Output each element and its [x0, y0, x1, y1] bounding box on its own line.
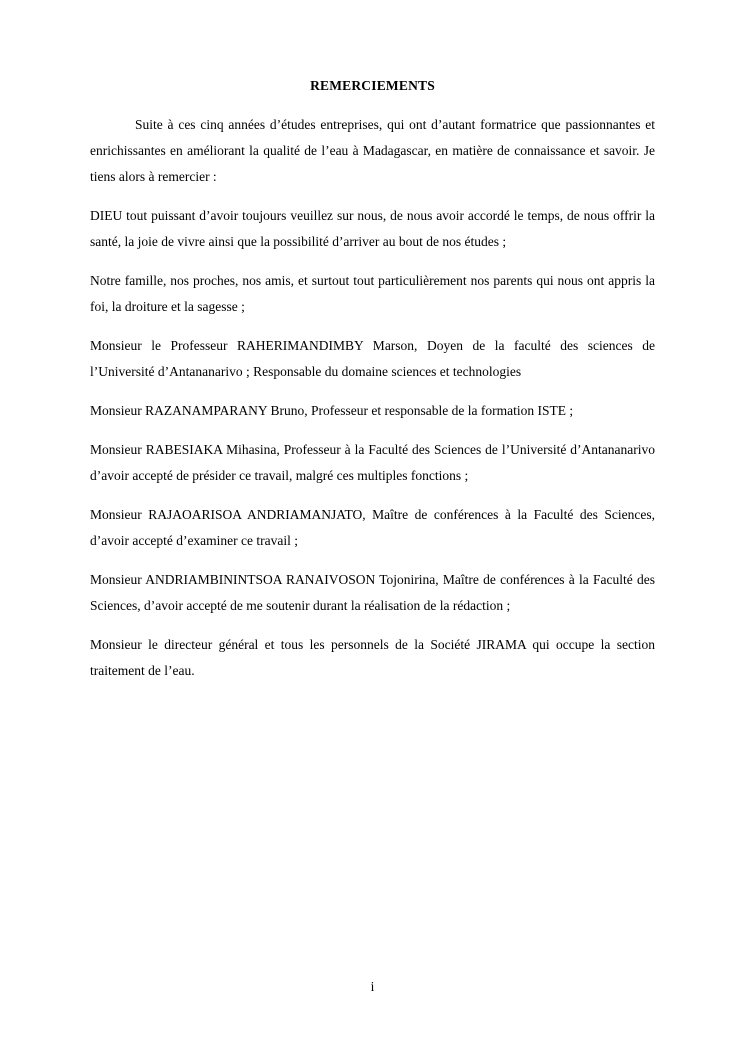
paragraph: DIEU tout puissant d’avoir toujours veuillez sur nous, de nous avoir accordé le temps, de nous offrir la santé, la joie de vivre ainsi que la possibilité d’arriver au bout de nos études ;	[90, 208, 655, 249]
paragraph: Monsieur ANDRIAMBININTSOA RANAIVOSON Tojonirina, Maître de conférences à la Faculté des Sciences, d’avoir accepté de me soutenir durant la réalisation de la rédaction ;	[90, 572, 655, 613]
paragraph: Suite à ces cinq années d’études entreprises, qui ont d’autant formatrice que passionnantes et enrichissantes en améliorant la qualité de l’eau à Madagascar, en matière de connaissance et savoir. Je tiens alors à remercier :	[90, 117, 655, 184]
paragraph: Monsieur RAZANAMPARANY Bruno, Professeur et responsable de la formation ISTE ;	[90, 403, 574, 418]
page-title: REMERCIEMENTS	[310, 78, 435, 93]
page-number: i	[370, 979, 375, 994]
paragraph: Monsieur le directeur général et tous les personnels de la Société JIRAMA qui occupe la section traitement de l’eau.	[90, 637, 655, 678]
document-body	[90, 112, 655, 684]
paragraph: Monsieur le Professeur RAHERIMANDIMBY Marson, Doyen de la faculté des sciences de l’Université d’Antananarivo ; Responsable du domaine sciences et technologies	[90, 338, 655, 379]
paragraph: Monsieur RAJAOARISOA ANDRIAMANJATO, Maître de conférences à la Faculté des Sciences, d’avoir accepté d’examiner ce travail ;	[90, 507, 655, 548]
paragraph: Monsieur RABESIAKA Mihasina, Professeur à la Faculté des Sciences de l’Université d’Antananarivo d’avoir accepté de présider ce travail, malgré ces multiples fonctions ;	[90, 442, 655, 483]
paragraph: Notre famille, nos proches, nos amis, et surtout tout particulièrement nos parents qui nous ont appris la foi, la droiture et la sagesse ;	[90, 273, 655, 314]
